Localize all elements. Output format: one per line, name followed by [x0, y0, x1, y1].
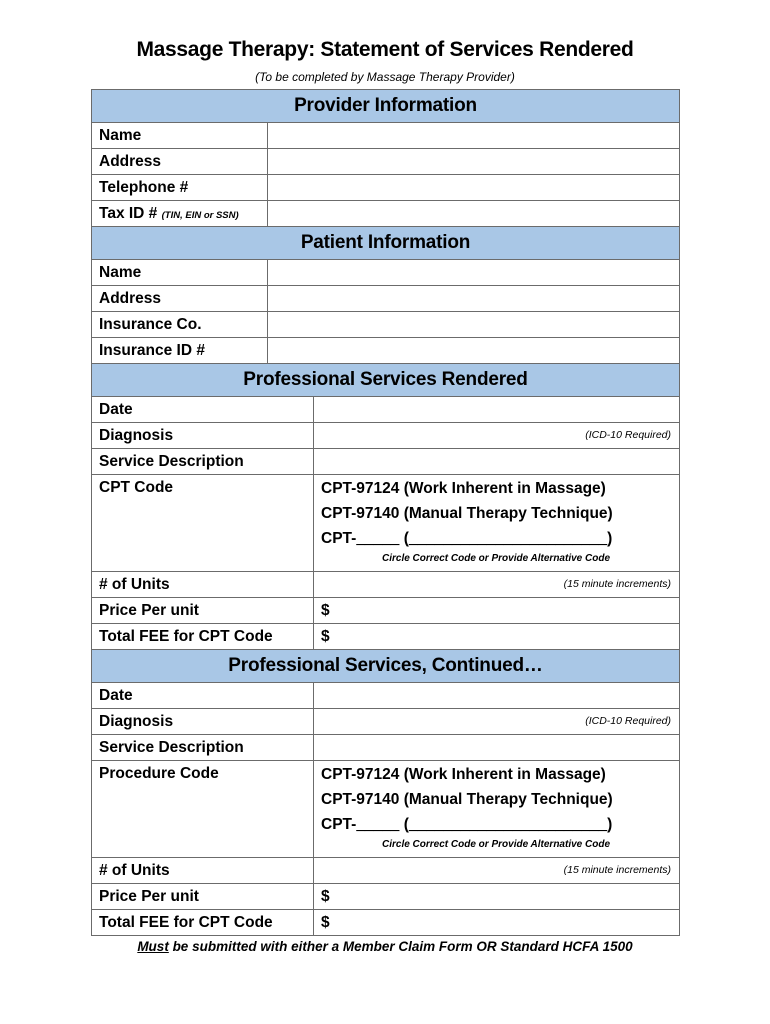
patient-section-header	[92, 227, 679, 260]
services-continued-section-header	[92, 650, 679, 683]
continued-description-label: Service Description	[92, 735, 314, 760]
provider-address-row	[92, 149, 679, 175]
continued-units-label: # of Units	[92, 858, 314, 883]
services-header-text: Professional Services Rendered	[243, 369, 528, 390]
continued-diagnosis-hint: (ICD-10 Required)	[585, 715, 671, 727]
continued-date-row	[92, 683, 679, 709]
continued-total-field[interactable]: $	[321, 914, 330, 931]
services-diagnosis-label: Diagnosis	[92, 423, 314, 448]
services-continued-header-text: Professional Services, Continued…	[228, 655, 543, 676]
page-subtitle: (To be completed by Massage Therapy Provider)	[255, 70, 515, 84]
continued-code-row	[92, 761, 679, 858]
patient-insurance-row	[92, 312, 679, 338]
continued-description-row	[92, 735, 679, 761]
services-diagnosis-field[interactable]	[314, 423, 679, 448]
services-total-field[interactable]: $	[321, 628, 330, 645]
services-cpt-other-blank-1[interactable]: _____	[356, 530, 400, 547]
submission-note	[0, 939, 770, 954]
services-units-row	[92, 572, 679, 598]
provider-header-text: Provider Information	[294, 95, 477, 116]
continued-diagnosis-label: Diagnosis	[92, 709, 314, 734]
continued-cpt-other[interactable]	[321, 812, 679, 837]
continued-total-row	[92, 910, 679, 936]
services-cpt-option-1[interactable]: CPT-97124 (Work Inherent in Massage)	[321, 480, 606, 497]
provider-telephone-field[interactable]	[268, 175, 679, 200]
services-diagnosis-row	[92, 423, 679, 449]
services-price-label: Price Per unit	[92, 598, 314, 623]
services-units-label: # of Units	[92, 572, 314, 597]
services-section-header	[92, 364, 679, 397]
patient-insurance-id-field[interactable]	[268, 338, 679, 363]
continued-date-label: Date	[92, 683, 314, 708]
services-code-field[interactable]	[314, 475, 679, 571]
services-units-hint: (15 minute increments)	[563, 578, 671, 590]
continued-cpt-other-prefix: CPT-	[321, 816, 357, 833]
continued-cpt-option-2[interactable]: CPT-97140 (Manual Therapy Technique)	[321, 791, 613, 808]
provider-taxid-field[interactable]	[268, 201, 679, 226]
services-diagnosis-hint: (ICD-10 Required)	[585, 429, 671, 441]
services-cpt-other-prefix: CPT-	[321, 530, 357, 547]
provider-taxid-note: (TIN, EIN or SSN)	[161, 210, 239, 221]
continued-diagnosis-field[interactable]	[314, 709, 679, 734]
provider-telephone-row	[92, 175, 679, 201]
services-description-row	[92, 449, 679, 475]
provider-name-label: Name	[92, 123, 268, 148]
provider-taxid-label-cell	[92, 201, 268, 226]
provider-name-row	[92, 123, 679, 149]
services-code-label: CPT Code	[92, 475, 314, 571]
services-price-row	[92, 598, 679, 624]
services-cpt-other-mid: (	[399, 530, 409, 547]
services-cpt-note: Circle Correct Code or Provide Alternative Code	[381, 553, 611, 564]
provider-telephone-label: Telephone #	[92, 175, 268, 200]
services-price-field[interactable]: $	[321, 602, 330, 619]
services-date-field[interactable]	[314, 397, 679, 422]
services-description-field[interactable]	[314, 449, 679, 474]
continued-price-row	[92, 884, 679, 910]
provider-name-field[interactable]	[268, 123, 679, 148]
continued-total-label: Total FEE for CPT Code	[92, 910, 314, 935]
services-cpt-option-2[interactable]: CPT-97140 (Manual Therapy Technique)	[321, 505, 613, 522]
continued-cpt-option-1[interactable]: CPT-97124 (Work Inherent in Massage)	[321, 766, 606, 783]
continued-cpt-other-blank-1[interactable]: _____	[356, 816, 400, 833]
services-cpt-other[interactable]	[321, 526, 679, 551]
continued-cpt-note: Circle Correct Code or Provide Alternative Code	[381, 839, 611, 850]
submission-note-must: Must	[137, 939, 169, 954]
patient-name-row	[92, 260, 679, 286]
continued-date-field[interactable]	[314, 683, 679, 708]
services-total-label: Total FEE for CPT Code	[92, 624, 314, 649]
services-code-row	[92, 475, 679, 572]
continued-code-field[interactable]	[314, 761, 679, 857]
provider-taxid-row	[92, 201, 679, 227]
services-units-field[interactable]	[314, 572, 679, 597]
continued-units-field[interactable]	[314, 858, 679, 883]
continued-units-hint: (15 minute increments)	[563, 864, 671, 876]
patient-insurance-label: Insurance Co.	[92, 312, 268, 337]
continued-description-field[interactable]	[314, 735, 679, 760]
services-date-label: Date	[92, 397, 314, 422]
patient-insurance-field[interactable]	[268, 312, 679, 337]
patient-insurance-id-label: Insurance ID #	[92, 338, 268, 363]
provider-section-header	[92, 90, 679, 123]
services-cpt-other-blank-2[interactable]: _______________________	[408, 530, 608, 547]
services-form	[91, 89, 680, 936]
submission-note-rest: be submitted with either a Member Claim Form OR Standard HCFA 1500	[168, 939, 633, 954]
continued-price-label: Price Per unit	[92, 884, 314, 909]
provider-address-field[interactable]	[268, 149, 679, 174]
continued-cpt-other-suffix: )	[607, 816, 613, 833]
continued-units-row	[92, 858, 679, 884]
continued-diagnosis-row	[92, 709, 679, 735]
services-total-row	[92, 624, 679, 650]
patient-address-row	[92, 286, 679, 312]
patient-name-field[interactable]	[268, 260, 679, 285]
services-cpt-other-suffix: )	[607, 530, 613, 547]
patient-name-label: Name	[92, 260, 268, 285]
continued-price-field[interactable]: $	[321, 888, 330, 905]
services-date-row	[92, 397, 679, 423]
patient-insurance-id-row	[92, 338, 679, 364]
page-title: Massage Therapy: Statement of Services Rendered	[136, 38, 634, 61]
provider-address-label: Address	[92, 149, 268, 174]
services-description-label: Service Description	[92, 449, 314, 474]
provider-taxid-label: Tax ID #	[99, 205, 158, 222]
patient-address-field[interactable]	[268, 286, 679, 311]
patient-header-text: Patient Information	[300, 232, 471, 253]
continued-cpt-other-blank-2[interactable]: _______________________	[408, 816, 608, 833]
patient-address-label: Address	[92, 286, 268, 311]
continued-cpt-other-mid: (	[399, 816, 409, 833]
continued-code-label: Procedure Code	[92, 761, 314, 857]
